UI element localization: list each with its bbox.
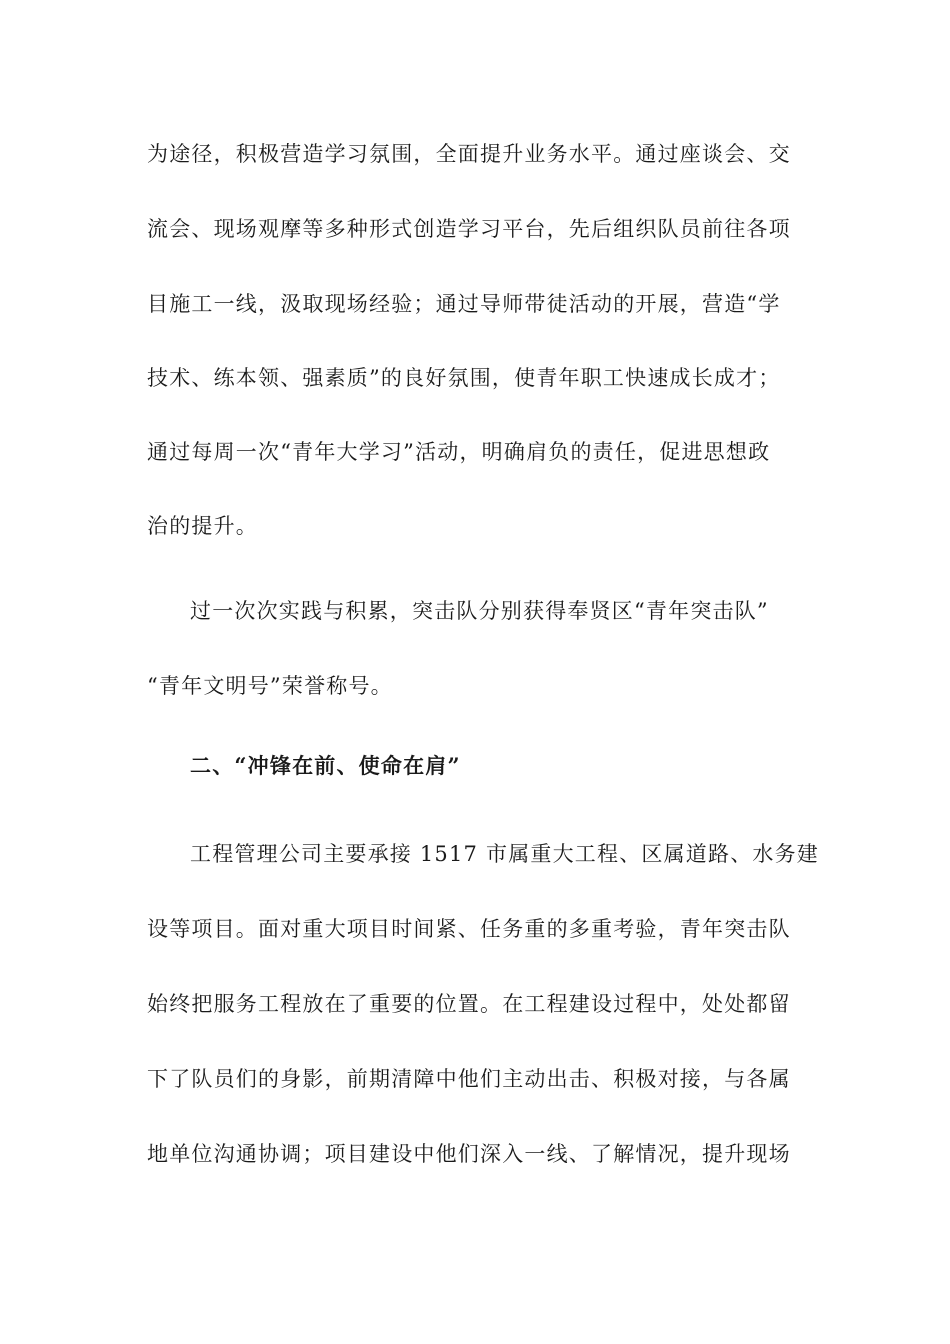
- text-line: 为途径，积极营造学习氛围，全面提升业务水平。通过座谈会、交: [147, 142, 791, 166]
- text-line: 流会、现场观摩等多种形式创造学习平台，先后组织队员前往各项: [147, 217, 791, 241]
- text-line: 下了队员们的身影，前期清障中他们主动出击、积极对接，与各属: [147, 1067, 791, 1091]
- text-line: 过一次次实践与积累，突击队分别获得奉贤区“青年突击队”: [190, 599, 769, 623]
- text-line: “青年文明号”荣誉称号。: [147, 674, 393, 698]
- section-heading: 二、“冲锋在前、使命在肩”: [190, 753, 461, 778]
- text-line: 目施工一线，汲取现场经验；通过导师带徒活动的开展，营造“学: [147, 292, 781, 316]
- text-line: 设等项目。面对重大项目时间紧、任务重的多重考验，青年突击队: [147, 917, 791, 941]
- text-line: 地单位沟通协调；项目建设中他们深入一线、了解情况，提升现场: [147, 1142, 791, 1166]
- text-line: 始终把服务工程放在了重要的位置。在工程建设过程中，处处都留: [147, 992, 791, 1016]
- text-line: 技术、练本领、强素质”的良好氛围，使青年职工快速成长成才；: [147, 366, 781, 390]
- text-line: 通过每周一次“青年大学习”活动，明确肩负的责任，促进思想政: [147, 440, 771, 464]
- text-line: 治的提升。: [147, 514, 258, 538]
- text-line: 工程管理公司主要承接 1517 市属重大工程、区属道路、水务建: [190, 842, 819, 866]
